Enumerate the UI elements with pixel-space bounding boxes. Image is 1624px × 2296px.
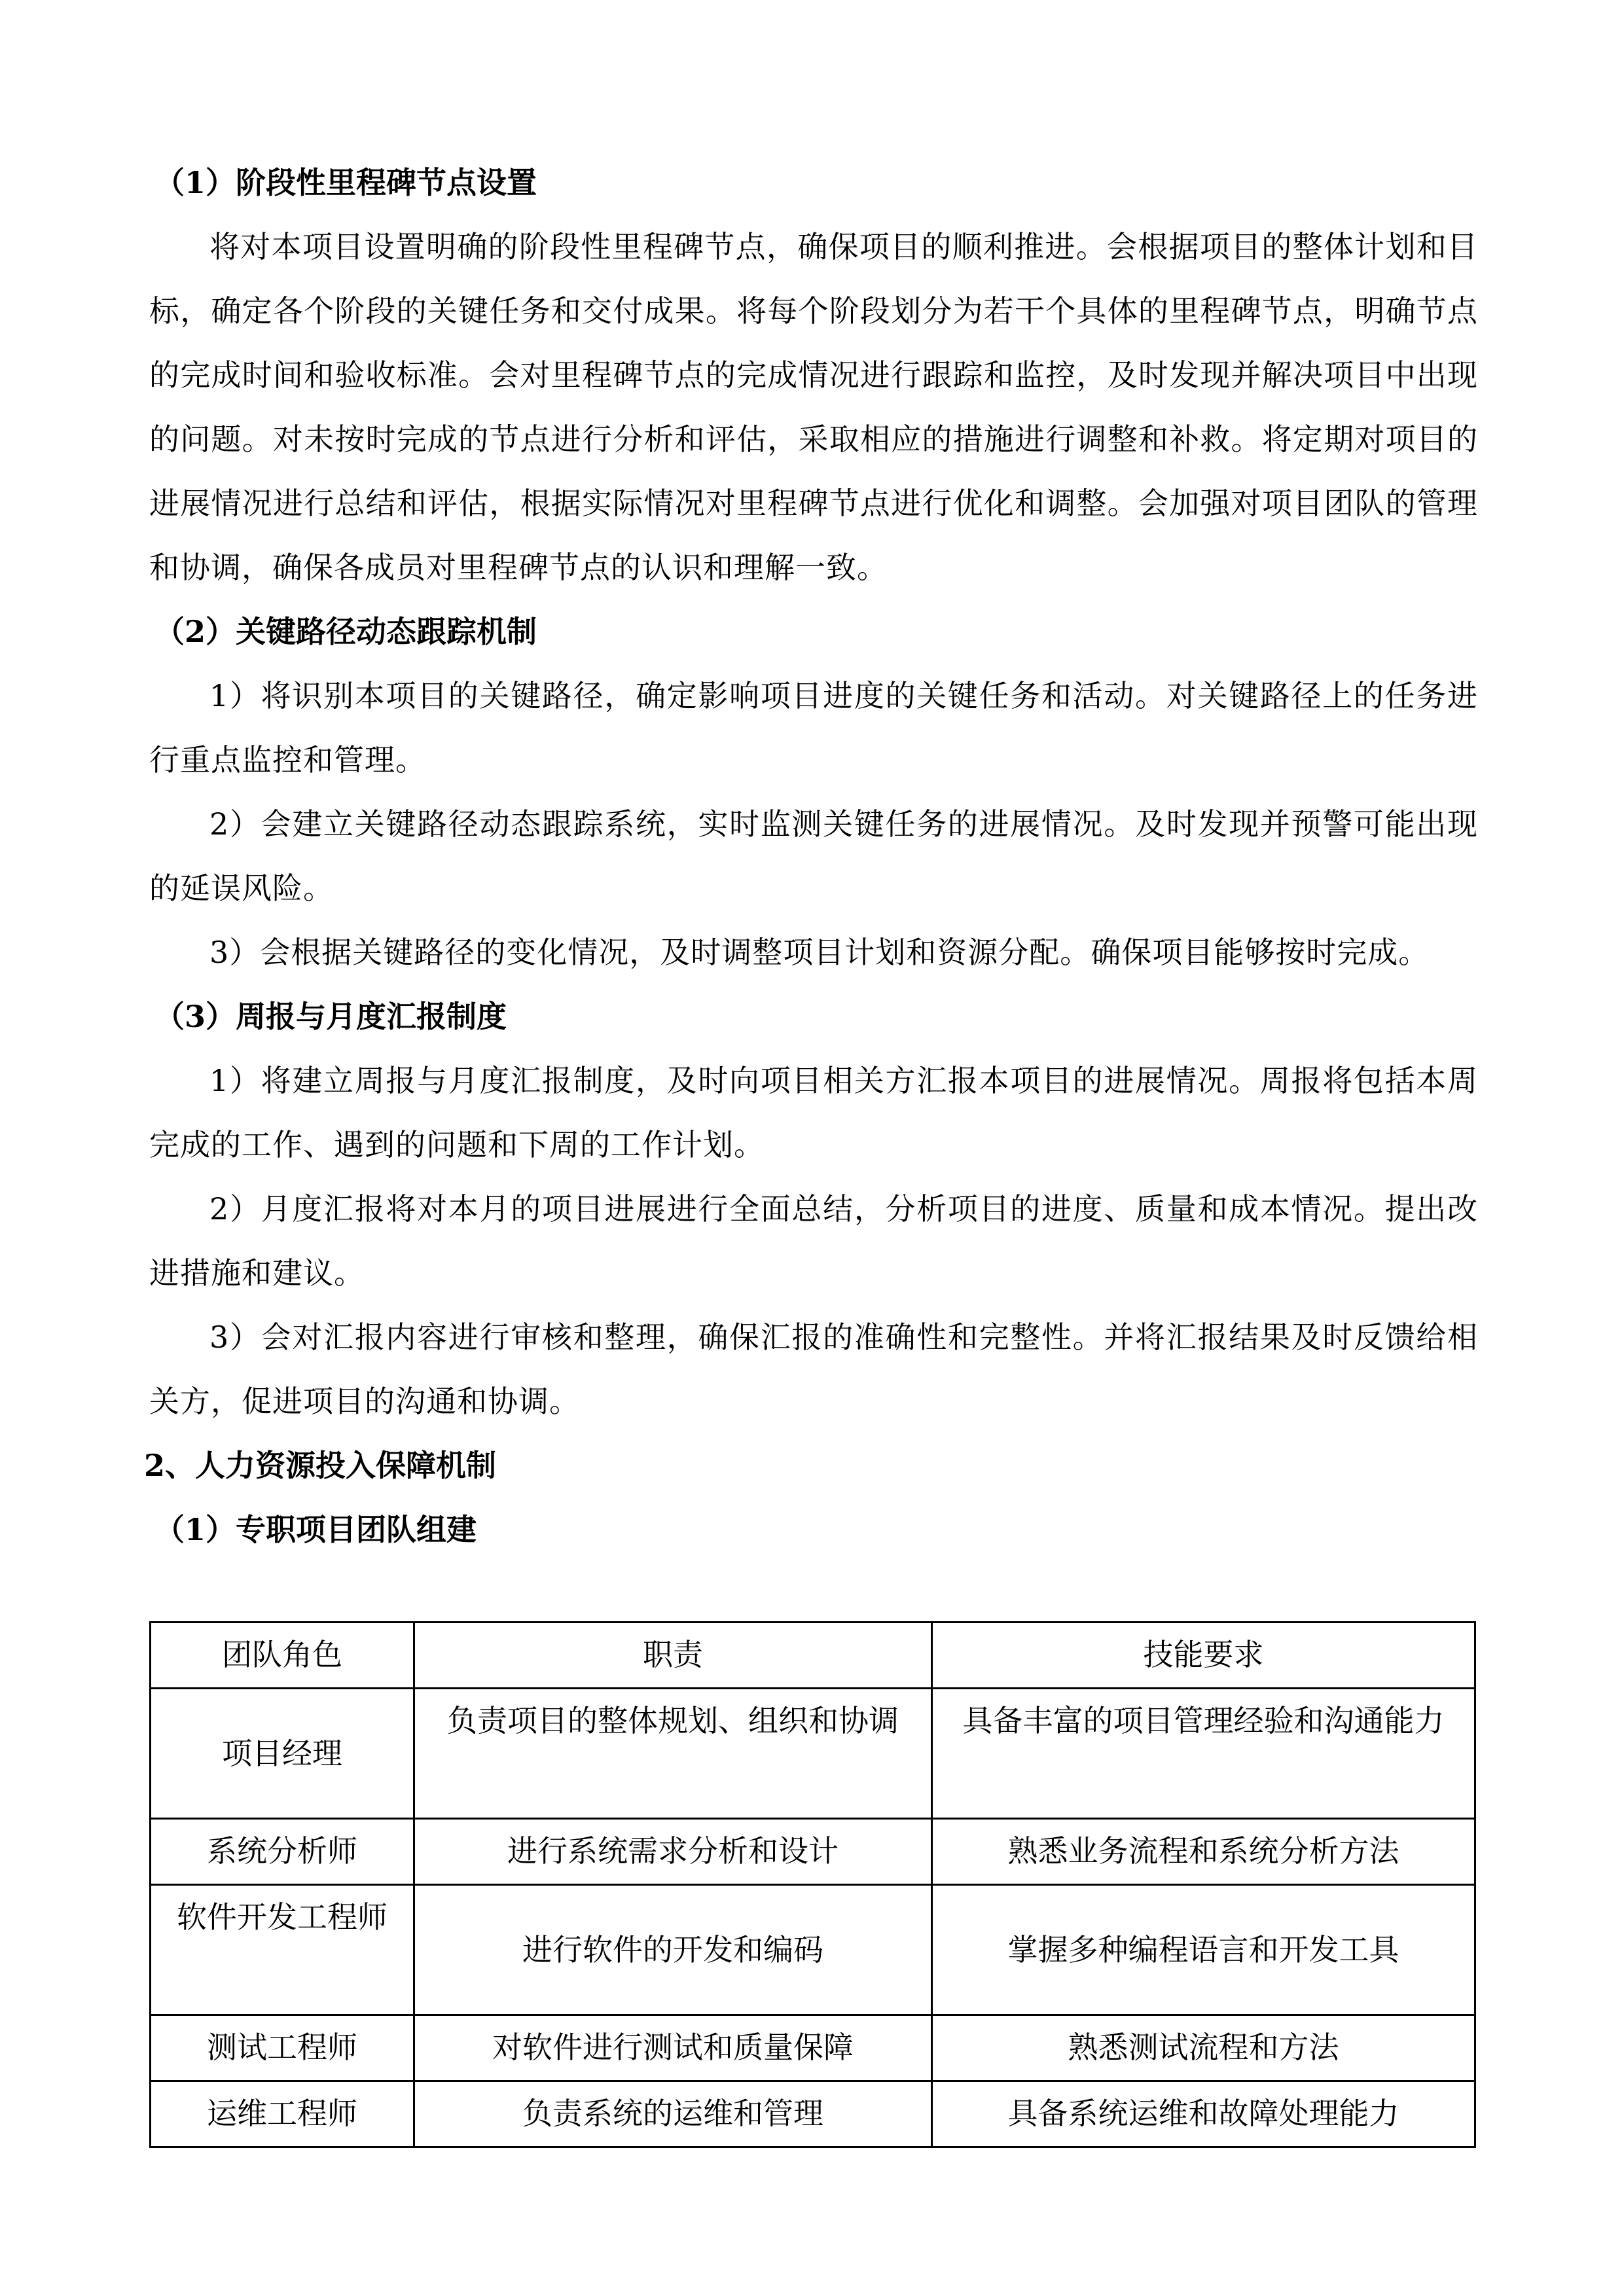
role-cell: 系统分析师 — [151, 1819, 414, 1885]
section-heading-team: （1）专职项目团队组建 — [154, 1512, 477, 1547]
section-heading-critical-path: （2）关键路径动态跟踪机制 — [154, 614, 537, 649]
role-cell: 运维工程师 — [151, 2081, 414, 2147]
duty-cell: 负责项目的整体规划、组织和协调 — [414, 1689, 932, 1819]
skills-cell: 具备丰富的项目管理经验和沟通能力 — [932, 1689, 1475, 1819]
critical-path-item-2: 2）会建立关键路径动态跟踪系统，实时监测关键任务的进展情况。及时发现并预警可能出现的延误风险。 — [149, 806, 1478, 906]
table-row — [151, 1819, 1475, 1885]
duty-cell: 对软件进行测试和质量保障 — [414, 2015, 932, 2081]
table-row — [151, 1885, 1475, 2015]
header-skills: 技能要求 — [932, 1623, 1475, 1689]
reporting-item-3: 3）会对汇报内容进行审核和整理，确保汇报的准确性和完整性。并将汇报结果及时反馈给相关方，促进项目的沟通和协调。 — [149, 1319, 1478, 1419]
reporting-item-1: 1）将建立周报与月度汇报制度，及时向项目相关方汇报本项目的进展情况。周报将包括本周完成的工作、遇到的问题和下周的工作计划。 — [149, 1063, 1478, 1162]
duty-cell: 进行系统需求分析和设计 — [414, 1819, 932, 1885]
skills-cell: 熟悉测试流程和方法 — [932, 2015, 1475, 2081]
team-roles-table — [149, 1621, 1476, 2148]
duty-cell: 负责系统的运维和管理 — [414, 2081, 932, 2147]
table-row — [151, 1689, 1475, 1819]
milestones-paragraph: 将对本项目设置明确的阶段性里程碑节点，确保项目的顺利推进。会根据项目的整体计划和目标，确定各个阶段的关键任务和交付成果。将每个阶段划分为若干个具体的里程碑节点，明确节点的完成时间和验收标准。会对里程碑节点的完成情况进行跟踪和监控，及时发现并解决项目中出现的问题。对未按时完成的节点进行分析和评估，采取相应的措施进行调整和补救。将定期对项目的进展情况进行总结和评估，根据实际情况对里程碑节点进行优化和调整。会加强对项目团队的管理和协调，确保各成员对里程碑节点的认识和理解一致。 — [149, 229, 1478, 585]
role-cell: 测试工程师 — [151, 2015, 414, 2081]
section-heading-reporting: （3）周报与月度汇报制度 — [154, 999, 507, 1034]
header-duty: 职责 — [414, 1623, 932, 1689]
reporting-item-2: 2）月度汇报将对本月的项目进展进行全面总结，分析项目的进度、质量和成本情况。提出改进措施和建议。 — [149, 1191, 1478, 1291]
role-cell: 项目经理 — [151, 1689, 414, 1819]
critical-path-item-3: 3）会根据关键路径的变化情况，及时调整项目计划和资源分配。确保项目能够按时完成。 — [209, 935, 1430, 970]
duty-cell: 进行软件的开发和编码 — [414, 1885, 932, 2015]
role-cell: 软件开发工程师 — [151, 1885, 414, 2015]
header-role: 团队角色 — [151, 1623, 414, 1689]
table-row — [151, 2015, 1475, 2081]
skills-cell: 熟悉业务流程和系统分析方法 — [932, 1819, 1475, 1885]
table-row — [151, 2081, 1475, 2147]
table-header-row — [151, 1623, 1475, 1689]
skills-cell: 具备系统运维和故障处理能力 — [932, 2081, 1475, 2147]
document-page — [144, 151, 1478, 1562]
section-heading-milestones: （1）阶段性里程碑节点设置 — [154, 165, 537, 200]
critical-path-item-1: 1）将识别本项目的关键路径，确定影响项目进度的关键任务和活动。对关键路径上的任务进行重点监控和管理。 — [149, 678, 1478, 778]
skills-cell: 掌握多种编程语言和开发工具 — [932, 1885, 1475, 2015]
chapter-heading-hr: 2、人力资源投入保障机制 — [144, 1448, 497, 1483]
